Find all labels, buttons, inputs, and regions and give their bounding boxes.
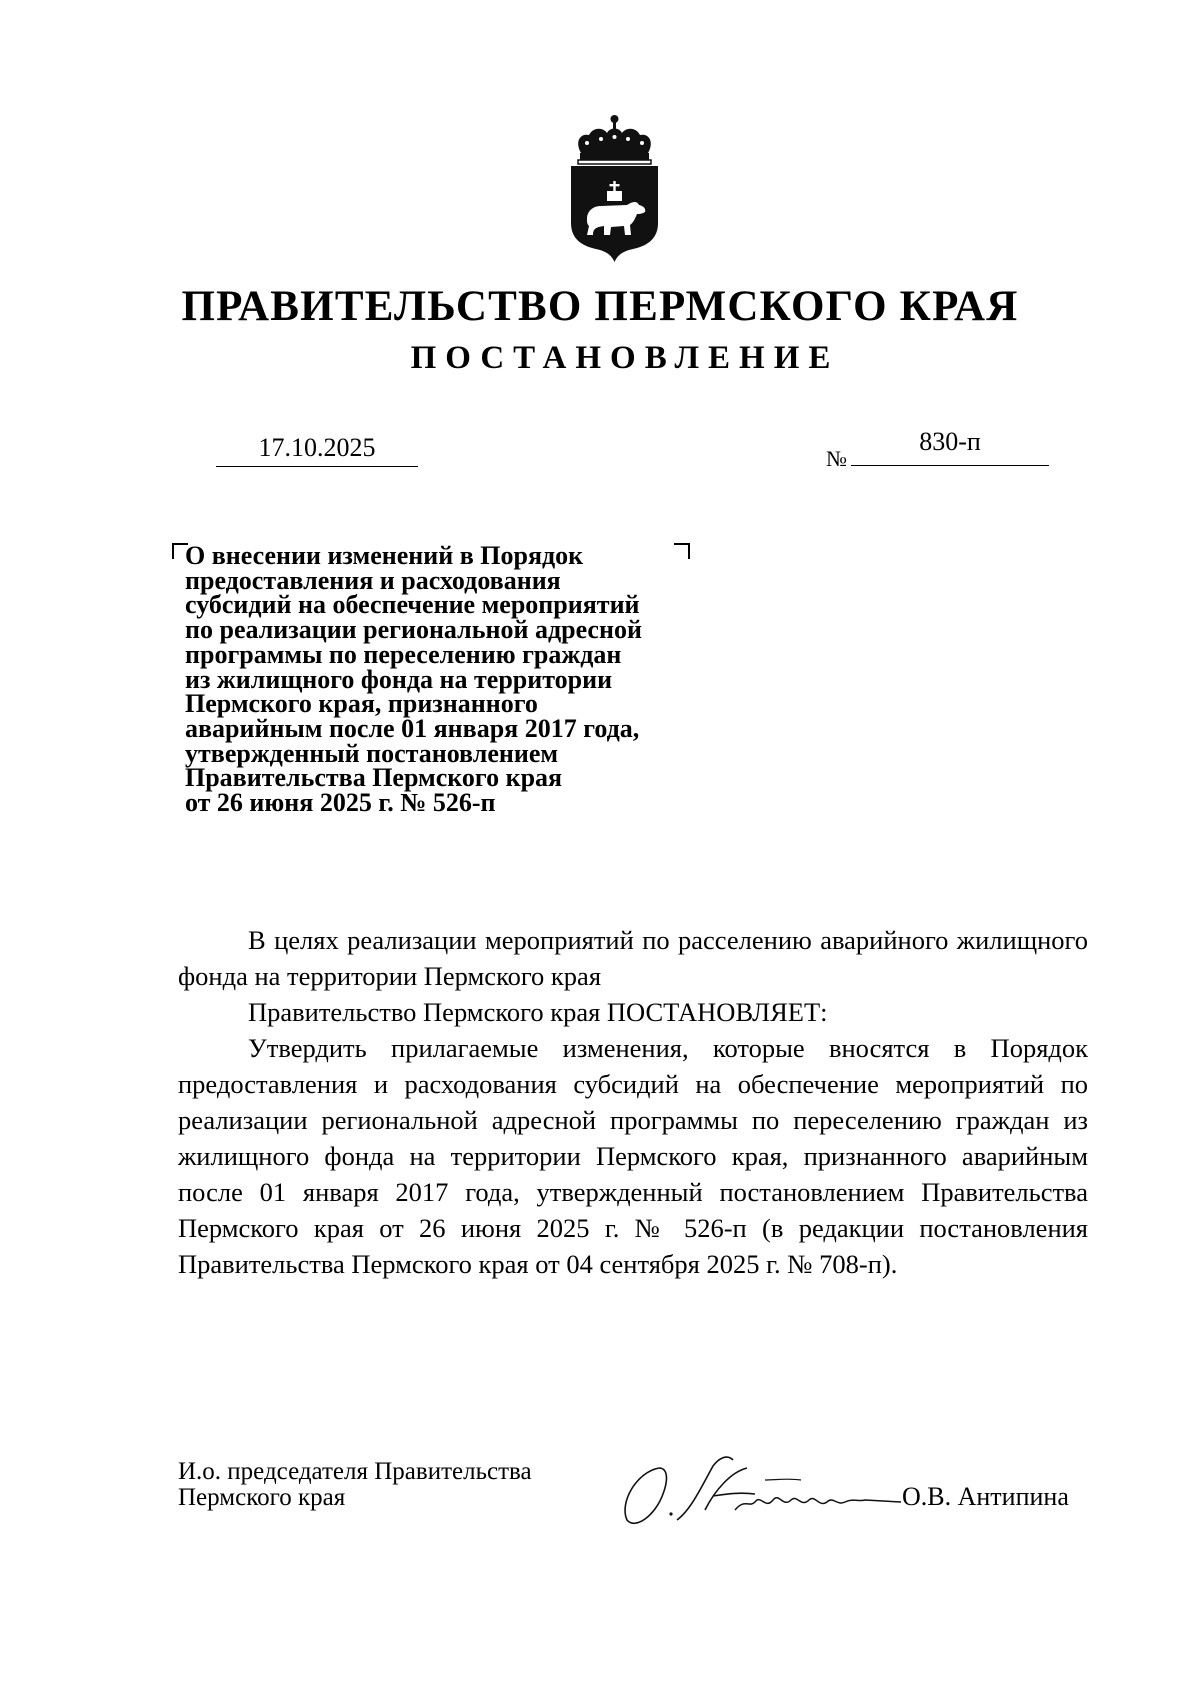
subject-line: субсидий на обеспечение мероприятий (185, 590, 640, 620)
subject-line: Пермского края, признанного (185, 689, 538, 719)
body-paragraph-preamble: В целях реализации мероприятий по расселению аварийного жилищного фонда на территории Пермского края (178, 925, 1088, 991)
government-title: ПРАВИТЕЛЬСТВО ПЕРМСКОГО КРАЯ (181, 283, 1019, 330)
signer-name: О.В. Антипина (902, 1482, 1069, 1511)
subject-line: О внесении изменений в Порядок (185, 541, 584, 570)
subject-line: предоставления и расходования (185, 565, 561, 595)
document-type: ПОСТАНОВЛЕНИЕ (410, 340, 840, 376)
document-number: 830-п (851, 425, 1049, 466)
signatory-position-line: И.о. председателя Правительства (178, 1458, 532, 1485)
subject-line: по реализации региональной адресной (185, 615, 642, 645)
subject-line: аварийным после 01 января 2017 года, (185, 713, 640, 743)
signatory-position-line: Пермского края (178, 1484, 346, 1511)
signatory-position (178, 1459, 532, 1511)
document-body (178, 922, 1088, 1282)
body-paragraph-resolves: Правительство Пермского края ПОСТАНОВЛЯЕТ: (248, 997, 828, 1027)
subject-line: от 26 июня 2025 г. № 526-п (185, 788, 496, 818)
subject-line: Правительства Пермского края (185, 763, 563, 793)
document-date: 17.10.2025 (216, 430, 418, 467)
body-paragraph-decision: Утвердить прилагаемые изменения, которые вносятся в Порядок предоставления и расходования субсидий на обеспечение мероприятий по реализации региональной адресной программы по переселению граждан из жилищного фонда на территории Пермского края, признанного аварийным после 01 января 2017 года, утвержденный постановлением Правительства Пермского края от 26 июня 2025 г. № 526-п (в редакции постановления Правительства Пермского края от 04 сентября 2025 г. № 708-п). (178, 1033, 1088, 1279)
document-subject (185, 541, 705, 818)
number-sign: № (826, 446, 847, 471)
perm-krai-coat-of-arms-icon (567, 113, 662, 265)
subject-line: программы по переселению граждан (185, 639, 622, 669)
subject-line: из жилищного фонда на территории (185, 664, 613, 694)
subject-line: утвержденный постановлением (185, 738, 559, 768)
handwritten-signature-icon (615, 1450, 915, 1530)
